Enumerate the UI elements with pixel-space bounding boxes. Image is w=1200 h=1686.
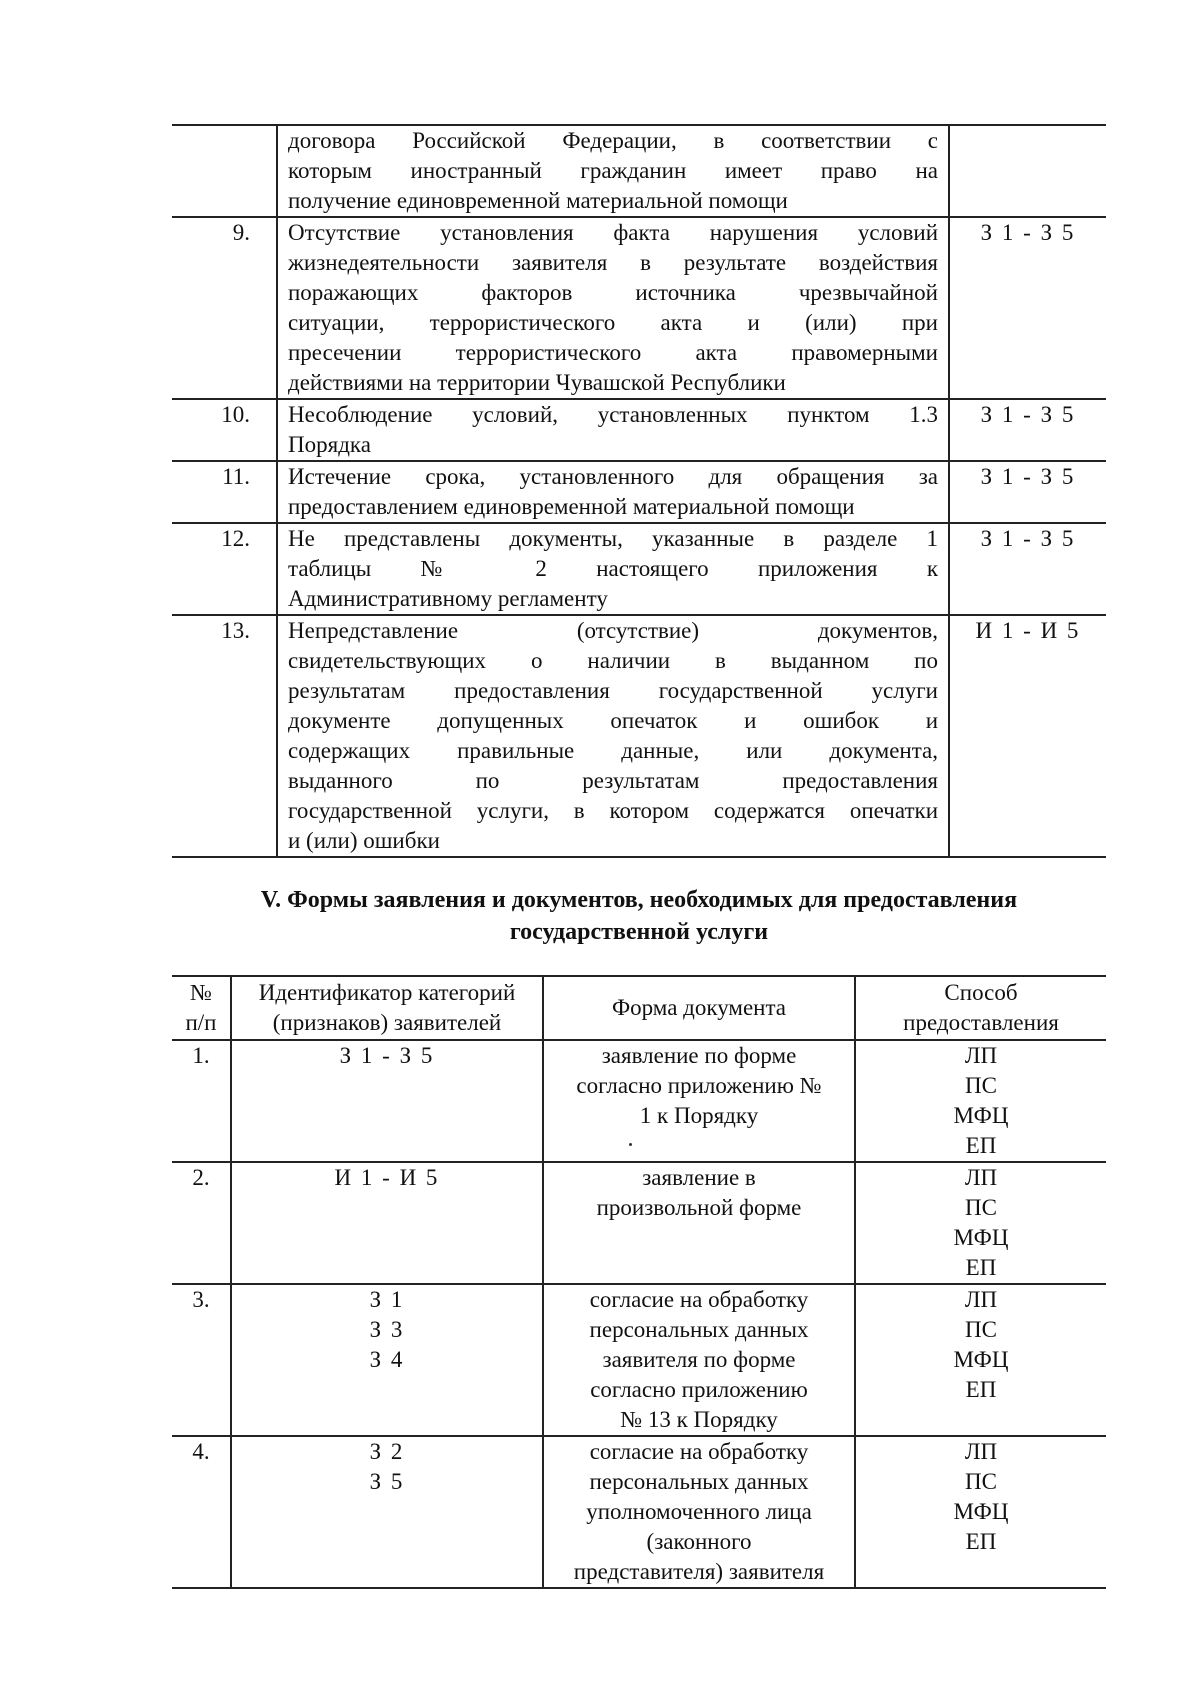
form-line: заявителя по форме (602, 1347, 796, 1372)
method-line: ПС (965, 1317, 997, 1342)
section-heading-line-2: государственной услуги (509, 919, 769, 945)
table-row (172, 1284, 1106, 1436)
forms-table (172, 975, 1106, 1589)
row-number: 12. (172, 523, 277, 615)
condition-line: и (или) ошибки (288, 828, 440, 853)
row-form (543, 1162, 855, 1284)
condition-line: поражающих факторов источника чрезвычайной (288, 280, 938, 305)
row-category: И 1 - И 5 (949, 615, 1106, 857)
row-condition (277, 615, 949, 857)
form-line: согласно приложению № (576, 1073, 822, 1098)
section-heading-line-1: V. Формы заявления и документов, необходимых для предоставления (260, 887, 1018, 913)
condition-line: ситуации, террористического акта и (или) при (288, 310, 938, 335)
identifier-line: З 5 (369, 1469, 405, 1494)
condition-line: Порядка (288, 432, 371, 457)
row-methods (855, 1040, 1106, 1162)
row-number: 3. (172, 1284, 231, 1436)
header-num-line: № (190, 980, 212, 1005)
form-line: заявление в (642, 1165, 756, 1190)
method-line: ПС (965, 1195, 997, 1220)
form-line: 1 к Порядку (639, 1103, 759, 1128)
row-category: З 1 - З 5 (949, 399, 1106, 461)
header-num-line: п/п (185, 1010, 217, 1035)
condition-line: Несоблюдение условий, установленных пунктом 1.3 (288, 402, 938, 427)
row-form (543, 1436, 855, 1588)
identifier-line: З 3 (369, 1317, 405, 1342)
row-identifier (231, 1436, 543, 1588)
table-row (172, 523, 1106, 615)
forms-table-header-row (172, 976, 1106, 1040)
table-row (172, 615, 1106, 857)
condition-line: жизнедеятельности заявителя в результате воздействия (288, 250, 938, 275)
condition-line: Отсутствие установления факта нарушения условий (288, 220, 938, 245)
row-methods (855, 1162, 1106, 1284)
identifier-line: З 1 - З 5 (339, 1043, 435, 1068)
header-method-line: Способ (944, 980, 1018, 1005)
row-category: З 1 - З 5 (949, 461, 1106, 523)
header-method (855, 976, 1106, 1040)
row-condition (277, 461, 949, 523)
form-line: (законного (646, 1529, 752, 1554)
header-method-line: предоставления (903, 1010, 1059, 1035)
table-row (172, 461, 1106, 523)
condition-line: предоставлением единовременной материальной помощи (288, 494, 855, 519)
form-line: № 13 к Порядку (620, 1407, 778, 1432)
method-line: ПС (965, 1073, 997, 1098)
row-number: 1. (172, 1040, 231, 1162)
condition-line: выданного по результатам предоставления (288, 768, 938, 793)
method-line: ПС (965, 1469, 997, 1494)
method-line: МФЦ (953, 1225, 1009, 1250)
method-line: МФЦ (953, 1103, 1009, 1128)
row-methods (855, 1284, 1106, 1436)
row-category: З 1 - З 5 (949, 217, 1106, 399)
table-row (172, 1162, 1106, 1284)
identifier-line: З 4 (369, 1347, 405, 1372)
table-row (172, 125, 1106, 217)
condition-line: Административному регламенту (288, 586, 608, 611)
row-category: З 1 - З 5 (949, 523, 1106, 615)
method-line: ЕП (965, 1377, 997, 1402)
row-form (543, 1284, 855, 1436)
header-form (543, 976, 855, 1040)
condition-line: содержащих правильные данные, или документа, (288, 738, 938, 763)
condition-line: Не представлены документы, указанные в разделе 1 (288, 526, 938, 551)
condition-line: Непредставление (отсутствие) документов, (288, 618, 938, 643)
table-row (172, 1040, 1106, 1162)
condition-line: действиями на территории Чувашской Республики (288, 370, 786, 395)
condition-line: результатам предоставления государственной услуги (288, 678, 938, 703)
grounds-table (172, 124, 1106, 858)
stray-dot (544, 1131, 854, 1161)
form-line: персональных данных (589, 1317, 809, 1342)
condition-line: пресечении террористического акта правомерными (288, 340, 938, 365)
row-number: 11. (172, 461, 277, 523)
condition-line: документе допущенных опечаток и ошибок и (288, 708, 938, 733)
row-category (949, 125, 1106, 217)
form-line: согласно приложению (590, 1377, 808, 1402)
condition-line: Истечение срока, установленного для обращения за (288, 464, 938, 489)
row-condition (277, 217, 949, 399)
row-condition (277, 523, 949, 615)
method-line: ЕП (965, 1529, 997, 1554)
condition-line: таблицы № 2 настоящего приложения к (288, 556, 938, 581)
method-line: ЛП (964, 1439, 998, 1464)
condition-line: которым иностранный гражданин имеет право на (288, 158, 938, 183)
row-number: 2. (172, 1162, 231, 1284)
method-line: МФЦ (953, 1347, 1009, 1372)
method-line: ЛП (964, 1165, 998, 1190)
method-line: ЛП (964, 1043, 998, 1068)
form-line: заявление по форме (601, 1043, 797, 1068)
form-line: согласие на обработку (589, 1439, 809, 1464)
method-line: ЕП (965, 1133, 997, 1158)
identifier-line: И 1 - И 5 (334, 1165, 440, 1190)
form-line: представителя) заявителя (573, 1559, 825, 1584)
form-line: персональных данных (589, 1469, 809, 1494)
method-line: МФЦ (953, 1499, 1009, 1524)
identifier-line: З 2 (369, 1439, 405, 1464)
row-number: 4. (172, 1436, 231, 1588)
header-identifier-line: Идентификатор категорий (258, 980, 516, 1005)
condition-line: свидетельствующих о наличии в выданном по (288, 648, 938, 673)
form-line: произвольной форме (596, 1195, 802, 1220)
row-number: 10. (172, 399, 277, 461)
condition-line: получение единовременной материальной помощи (288, 188, 788, 213)
form-line: уполномоченного лица (586, 1499, 812, 1524)
method-line: ЛП (964, 1287, 998, 1312)
table-row (172, 399, 1106, 461)
table-row (172, 217, 1106, 399)
header-num (172, 976, 231, 1040)
row-number: 13. (172, 615, 277, 857)
row-identifier (231, 1284, 543, 1436)
form-line: согласие на обработку (589, 1287, 809, 1312)
header-form-line: Форма документа (611, 995, 787, 1020)
condition-line: государственной услуги, в котором содержатся опечатки (288, 798, 938, 823)
row-number: 9. (172, 217, 277, 399)
row-form (543, 1040, 855, 1162)
row-methods (855, 1436, 1106, 1588)
method-line: ЕП (965, 1255, 997, 1280)
row-condition (277, 125, 949, 217)
row-condition (277, 399, 949, 461)
row-number (172, 125, 277, 217)
header-identifier-line: (признаков) заявителей (272, 1010, 502, 1035)
table-row (172, 1436, 1106, 1588)
condition-line: договора Российской Федерации, в соответствии с (288, 128, 938, 153)
section-heading (172, 884, 1106, 948)
row-identifier (231, 1162, 543, 1284)
identifier-line: З 1 (369, 1287, 405, 1312)
row-identifier (231, 1040, 543, 1162)
header-identifier (231, 976, 543, 1040)
